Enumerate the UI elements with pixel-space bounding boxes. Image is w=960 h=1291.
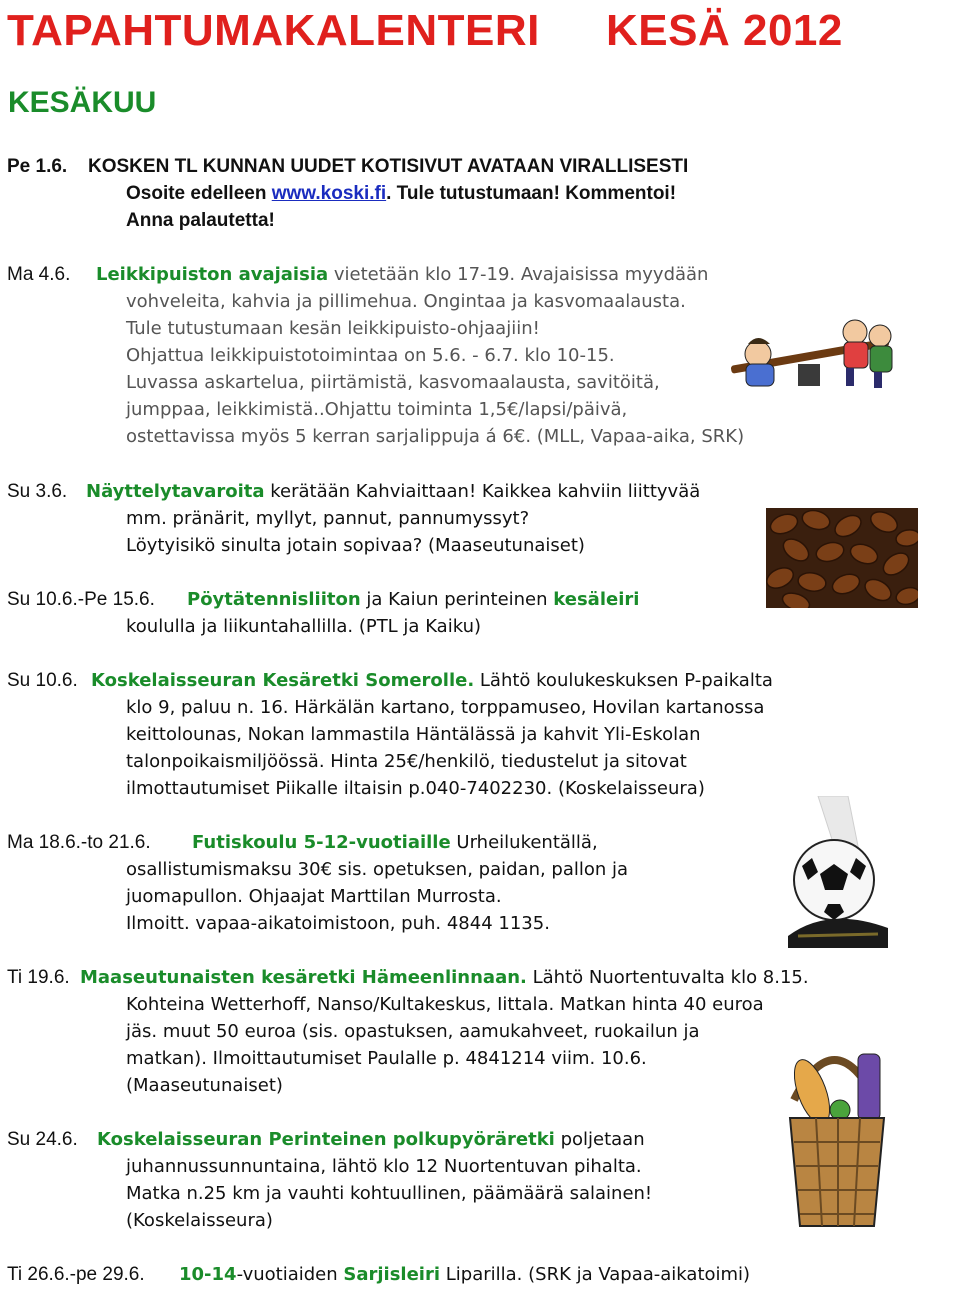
event-date: Pe 1.6. [7,156,68,177]
event-date: Su 10.6. [7,670,78,691]
text: . Tule tutustumaan! Kommentoi! [386,183,677,204]
event-line: Ohjattua leikkipuistotoimintaa on 5.6. - 6.7. klo 10-15. [126,345,615,366]
month-heading: KESÄKUU [8,86,157,119]
event-line [97,1129,645,1150]
event-line: (Koskelaisseura) [126,1210,273,1231]
event-date: Ti 26.6.-pe 29.6. [7,1264,145,1285]
text: kerätään Kahviaittaan! Kaikkea kahviin liittyvää [264,481,701,502]
event-line [187,589,639,610]
text: Lähtö koulukeskuksen P-paikalta [474,670,773,691]
text: poljetaan [554,1129,645,1150]
picnic-basket-illustration [772,1030,902,1230]
event-date: Su 3.6. [7,481,68,502]
event-date: Ti 19.6. [7,967,70,988]
event-line: Löytyisikö sinulta jotain sopivaa? (Maaseutunaiset) [126,535,585,556]
event-title: Leikkipuiston avajaisia [96,264,329,285]
event-title: Koskelaisseuran Kesäretki Somerolle. [91,670,475,691]
text: Urheilukentällä, [450,832,598,853]
event-title: Maaseutunaisten kesäretki Hämeenlinnaan. [80,967,527,988]
event-line [126,183,676,205]
event-date: Ma 4.6. [7,264,71,285]
event-line [91,670,773,691]
event-line: Tule tutustumaan kesän leikkipuisto-ohjaajiin! [126,318,540,339]
event-title: Futiskoulu 5-12-vuotiaille [192,832,451,853]
event-line: mm. pränärit, myllyt, pannut, pannumyssyt? [126,508,530,529]
text: vietetään klo 17-19. Avajaisissa myydään [328,264,709,285]
event-line: matkan). Ilmoittautumiset Paulalle p. 4841214 viim. 10.6. [126,1048,647,1069]
seesaw-kids-illustration [720,312,910,394]
event-date: Su 10.6.-Pe 15.6. [7,589,155,610]
event-date: Ma 18.6.-to 21.6. [7,832,151,853]
season-title: KESÄ 2012 [606,6,843,55]
event-line [80,967,809,988]
event-line: jumppaa, leikkimistä..Ohjattu toiminta 1,5€/lapsi/päivä, [126,399,628,420]
event-title-2: kesäleiri [553,589,640,610]
event-line: juomapullon. Ohjaajat Marttilan Murrosta. [126,886,502,907]
event-line: Matka n.25 km ja vauhti kohtuullinen, päämäärä salainen! [126,1183,653,1204]
event-title: 10-14 [179,1264,237,1285]
event-line: ostettavissa myös 5 kerran sarjalippuja á 6€. (MLL, Vapaa-aika, SRK) [126,426,745,447]
event-title: Pöytätennisliiton [187,589,361,610]
page-title: TAPAHTUMAKALENTERI [7,6,540,55]
event-line: keittolounas, Nokan lammastila Häntälässä ja kahvit Yli-Eskolan [126,724,701,745]
event-line: KOSKEN TL KUNNAN UUDET KOTISIVUT AVATAAN VIRALLISESTI [88,156,689,177]
event-line: klo 9, paluu n. 16. Härkälän kartano, torppamuseo, Hovilan kartanossa [126,697,765,718]
event-line: koululla ja liikuntahallilla. (PTL ja Kaiku) [126,616,482,637]
text: Osoite edelleen [126,183,272,204]
event-line: jäs. muut 50 euroa (sis. opastuksen, aamukahveet, ruokailun ja [126,1021,700,1042]
event-line [192,832,598,853]
soccer-ball-image [778,796,898,948]
event-title-2: Sarjisleiri [343,1264,441,1285]
text: Liparilla. (SRK ja Vapaa-aikatoimi) [440,1264,751,1285]
event-line [179,1264,750,1285]
event-line: Kohteina Wetterhoff, Nanso/Kultakeskus, Iittala. Matkan hinta 40 euroa [126,994,764,1015]
event-date: Su 24.6. [7,1129,78,1150]
event-line: juhannussunnuntaina, lähtö klo 12 Nuortentuvan pihalta. [126,1156,642,1177]
text: Lähtö Nuortentuvalta klo 8.15. [526,967,809,988]
event-title: Näyttelytavaroita [86,481,265,502]
event-title: Koskelaisseuran Perinteinen polkupyöräretki [97,1129,555,1150]
text: ja Kaiun perinteinen [360,589,554,610]
event-line: vohveleita, kahvia ja pillimehua. Ongintaa ja kasvomaalausta. [126,291,686,312]
event-line: osallistumismaksu 30€ sis. opetuksen, paidan, pallon ja [126,859,629,880]
event-line: Luvassa askartelua, piirtämistä, kasvomaalausta, savitöitä, [126,372,660,393]
event-line: Anna palautetta! [126,210,275,231]
event-line: ilmottautumiset Piikalle iltaisin p.040-7402230. (Koskelaisseura) [126,778,705,799]
event-line: Ilmoitt. vapaa-aikatoimistoon, puh. 4844 1135. [126,913,550,934]
event-line [86,481,700,502]
coffee-beans-image [766,508,918,608]
event-line: (Maaseutunaiset) [126,1075,283,1096]
event-line [96,264,708,285]
text: -vuotiaiden [236,1264,344,1285]
event-line: talonpoikaismiljöössä. Hinta 25€/henkilö, tiedustelut ja sitovat [126,751,687,772]
koski-link[interactable]: www.koski.fi [271,183,387,204]
